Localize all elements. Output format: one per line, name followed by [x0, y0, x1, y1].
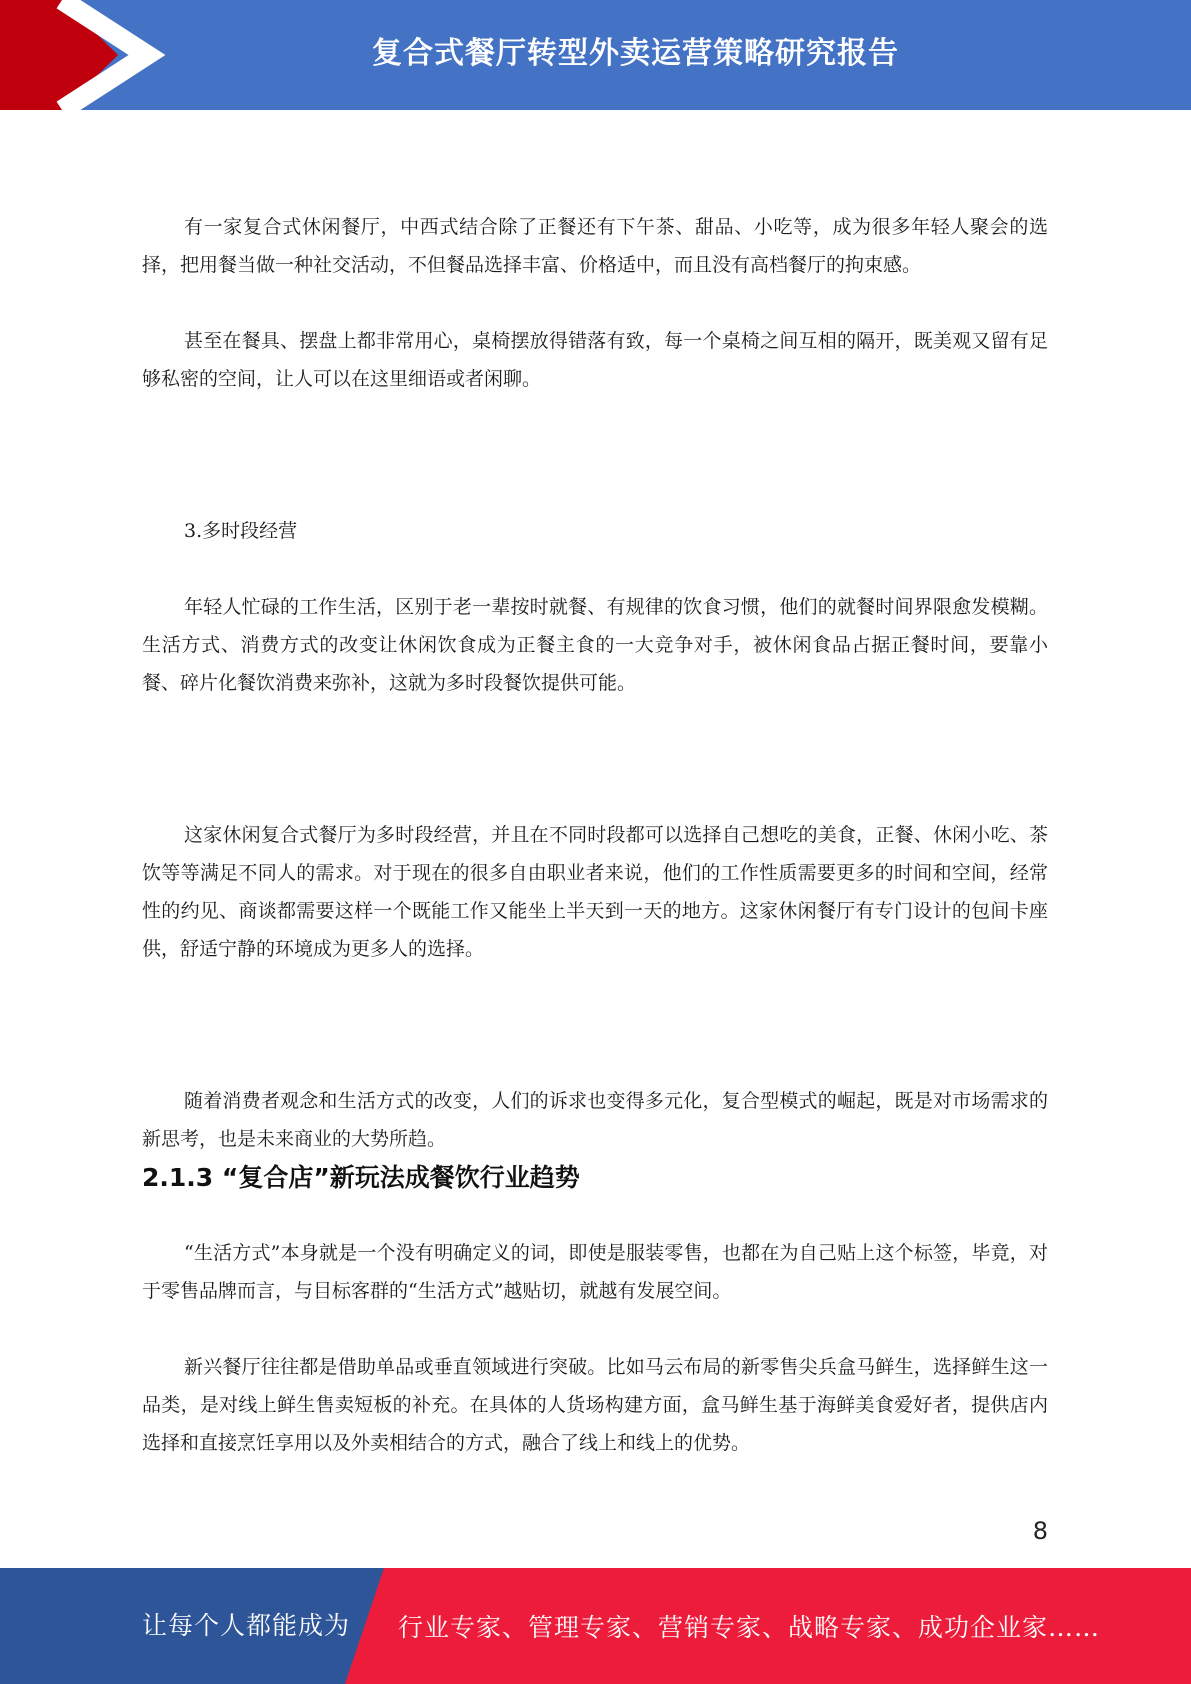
paragraph: 甚至在餐具、摆盘上都非常用心，桌椅摆放得错落有致，每一个桌椅之间互相的隔开，既美观又留有足够私密的空间，让人可以在这里细语或者闲聊。 [142, 330, 1048, 390]
document-body [142, 208, 1048, 1462]
paragraph: 有一家复合式休闲餐厅，中西式结合除了正餐还有下午茶、甜品、小吃等，成为很多年轻人聚会的选择，把用餐当做一种社交活动，不但餐品选择丰富、价格适中，而且没有高档餐厅的拘束感。 [142, 216, 1048, 276]
footer-slogan-left: 让每个人都能成为 [142, 1611, 351, 1640]
footer-slogan-right: 行业专家、管理专家、营销专家、战略专家、成功企业家…… [398, 1613, 1101, 1642]
page-number: 8 [1032, 1517, 1048, 1545]
paragraph: 随着消费者观念和生活方式的改变，人们的诉求也变得多元化，复合型模式的崛起，既是对市场需求的新思考，也是未来商业的大势所趋。 [142, 1090, 1048, 1150]
subsection-label: 3.多时段经营 [184, 520, 298, 542]
paragraph: 这家休闲复合式餐厅为多时段经营，并且在不同时段都可以选择自己想吃的美食，正餐、休闲小吃、茶饮等等满足不同人的需求。对于现在的很多自由职业者来说，他们的工作性质需要更多的时间和空间，经常性的约见、商谈都需要这样一个既能工作又能坐上半天到一天的地方。这家休闲餐厅有专门设计的包间卡座供，舒适宁静的环境成为更多人的选择。 [142, 824, 1048, 960]
page-header [0, 0, 1191, 110]
paragraph: 年轻人忙碌的工作生活，区别于老一辈按时就餐、有规律的饮食习惯，他们的就餐时间界限愈发模糊。生活方式、消费方式的改变让休闲饮食成为正餐主食的一大竞争对手，被休闲食品占据正餐时间，要靠小餐、碎片化餐饮消费来弥补，这就为多时段餐饮提供可能。 [142, 596, 1048, 694]
paragraph: 新兴餐厅往往都是借助单品或垂直领域进行突破。比如马云布局的新零售尖兵盒马鲜生，选择鲜生这一品类，是对线上鲜生售卖短板的补充。在具体的人货场构建方面，盒马鲜生基于海鲜美食爱好者，提供店内选择和直接烹饪享用以及外卖相结合的方式，融合了线上和线上的优势。 [142, 1356, 1048, 1454]
document-title: 复合式餐厅转型外卖运营策略研究报告 [372, 36, 899, 71]
paragraph: “生活方式”本身就是一个没有明确定义的词，即使是服装零售，也都在为自己贴上这个标签，毕竟，对于零售品牌而言，与目标客群的“生活方式”越贴切，就越有发展空间。 [142, 1242, 1048, 1302]
page-footer [0, 1568, 1191, 1684]
section-heading: 2.1.3 “复合店”新玩法成餐饮行业趋势 [142, 1163, 580, 1192]
